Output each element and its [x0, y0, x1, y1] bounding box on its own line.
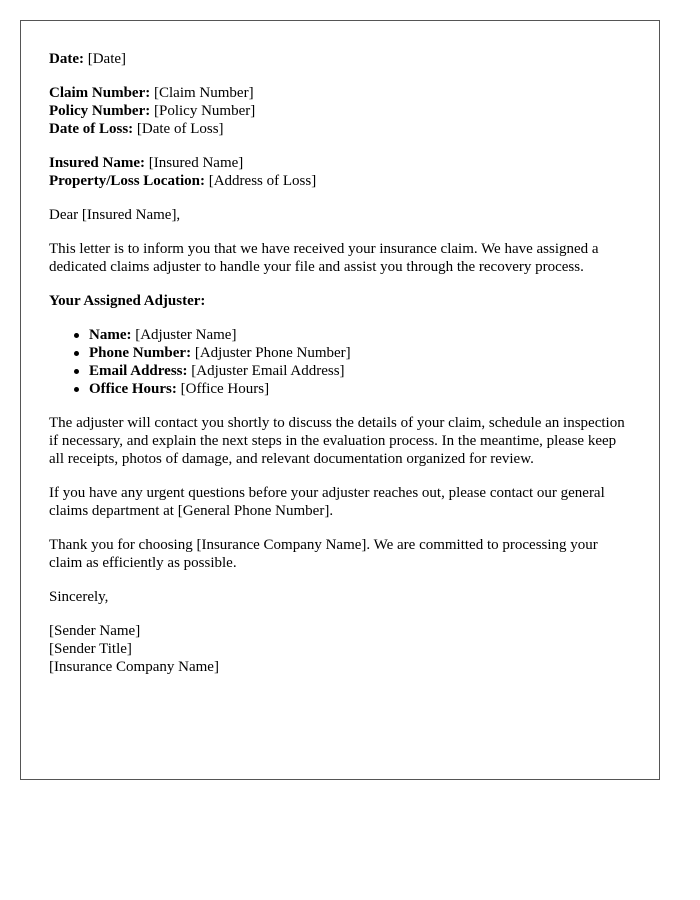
adjuster-phone-value: [Adjuster Phone Number]	[194, 345, 351, 361]
questions-paragraph: If you have any urgent questions before your adjuster reaches out, please contact our general claims department at [General Phone Number].	[49, 485, 605, 519]
adjuster-name-value: [Adjuster Name]	[135, 327, 237, 343]
date-block	[49, 50, 631, 68]
loss-location-line	[49, 172, 631, 190]
claim-info-block	[49, 84, 631, 138]
intro-paragraph: This letter is to inform you that we have received your insurance claim. We have assigned a dedicated claims adjuster to handle your file and assist you through the recovery process.	[49, 241, 599, 275]
list-item	[89, 326, 631, 344]
adjuster-hours-value: [Office Hours]	[180, 381, 270, 397]
adjuster-email-value: [Adjuster Email Address]	[191, 363, 345, 379]
policy-number-line	[49, 102, 631, 120]
sender-company: [Insurance Company Name]	[49, 659, 219, 675]
signature-block	[49, 622, 631, 676]
adjuster-hours-label: Office Hours:	[89, 381, 177, 397]
sender-name: [Sender Name]	[49, 623, 141, 639]
insured-name-value: [Insured Name]	[148, 155, 244, 171]
date-value: [Date]	[87, 51, 127, 67]
sender-title: [Sender Title]	[49, 641, 132, 657]
next-steps-paragraph: The adjuster will contact you shortly to discuss the details of your claim, schedule an inspection if necessary, and explain the next steps in the evaluation process. In the meantime, please keep all receipts, photos of damage, and relevant documentation organized for review.	[49, 415, 625, 467]
loss-location-label: Property/Loss Location:	[49, 173, 205, 189]
adjuster-list	[49, 326, 631, 398]
list-item	[89, 362, 631, 380]
claim-number-value: [Claim Number]	[154, 85, 254, 101]
policy-number-value: [Policy Number]	[153, 103, 256, 119]
adjuster-phone-label: Phone Number:	[89, 345, 192, 361]
bullet-icon	[74, 369, 79, 374]
letter-frame	[20, 20, 660, 780]
thanks-paragraph: Thank you for choosing [Insurance Company Name]. We are committed to processing your claim as efficiently as possible.	[49, 537, 598, 571]
adjuster-name-label: Name:	[89, 327, 132, 343]
bullet-icon	[74, 387, 79, 392]
date-line	[49, 50, 631, 68]
date-of-loss-value: [Date of Loss]	[136, 121, 224, 137]
closing: Sincerely,	[49, 589, 109, 605]
bullet-icon	[74, 333, 79, 338]
adjuster-heading-text: Your Assigned Adjuster:	[49, 293, 206, 309]
list-item	[89, 344, 631, 362]
policy-number-label: Policy Number:	[49, 103, 151, 119]
date-of-loss-label: Date of Loss:	[49, 121, 134, 137]
loss-location-value: [Address of Loss]	[208, 173, 317, 189]
date-of-loss-line	[49, 120, 631, 138]
salutation: Dear [Insured Name],	[49, 207, 181, 223]
claim-number-label: Claim Number:	[49, 85, 151, 101]
list-item	[89, 380, 631, 398]
adjuster-email-label: Email Address:	[89, 363, 188, 379]
insured-name-label: Insured Name:	[49, 155, 145, 171]
adjuster-heading	[49, 292, 631, 310]
insured-name-line	[49, 154, 631, 172]
claim-number-line	[49, 84, 631, 102]
date-label: Date:	[49, 51, 84, 67]
bullet-icon	[74, 351, 79, 356]
insured-info-block	[49, 154, 631, 190]
